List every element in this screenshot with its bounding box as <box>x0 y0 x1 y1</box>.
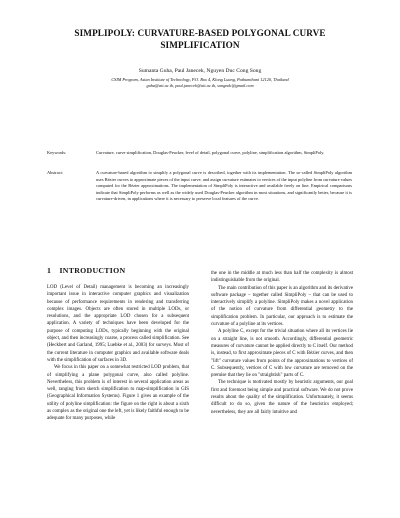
body-paragraph: The technique is motivated mostly by heuristic arguments, our goal first and foremost being simple and practical software. We do not prove results about the quality of the simplification. Unfortunately, it seems difficult to do so, given the nature of the heuristics employed; nevertheless, they are all fairly intuitive and <box>211 380 353 415</box>
section-title: INTRODUCTION <box>59 266 126 275</box>
abstract-label: Abstract: <box>47 170 64 175</box>
author-list: Sumanta Guha, Paul Janecek, Nguyen Duc Cong Song <box>138 68 262 74</box>
keywords-block <box>47 150 352 164</box>
keywords-label: Keywords: <box>47 150 67 155</box>
body-paragraph: The main contribution of this paper is an algorithm and its derivative software package – together called SimpliPoly – that can be used to interactively simplify a polyline. SimpliPoly makes a novel application of the notion of curvature from differential geometry to the simplification problem. In particular, our approach is to estimate the curvature of a polyline at its vertices. <box>211 285 353 328</box>
paper-title-line-2: SIMPLIFICATION <box>160 39 240 50</box>
right-column <box>211 270 353 416</box>
author-emails: guha@ait.ac.th, paul.janecek@ait.ac.th, songndc@gmail.com <box>146 83 254 88</box>
body-paragraph: We focus in this paper on a somewhat restricted LOD problem, that of simplifying a plane polygonal curve, also called polyline. Nevertheless, this problem is of interest in several application areas as well, ranging from sketch simplification to map-simplification in GIS (Geographical Information Systems). Figure 1 gives an example of the utility of polyline simplification: the figure on the right is about a sixth as complex as the original one the left, yet is likely faithful enough to be adequate for many purposes, while <box>47 365 189 422</box>
body-paragraph: the one in the middle at much less than half the complexity is almost indistinguishable from the original. <box>211 271 353 284</box>
left-column <box>47 284 189 423</box>
author-affiliation: CSIM Program, Asian Institute of Technology, P.O. Box 4, Klong Luang, Pathumthani 12120, Thailand <box>111 77 289 82</box>
section-number: 1 <box>47 266 52 275</box>
abstract-text: A curvature-based algorithm to simplify a polygonal curve is described, together with its implementation. The so-called SimpliPoly algorithm uses Bézier curves to approximate pieces of the input curve, and assign curvature estimates to vertices of the input polyline from curvature values computed for the Bézier approximations. The implementation of SimpliPoly is interactive and available freely on line. Empirical comparisons indicate that SimpliPoly performs as well as the widely used Douglas-Peucker algorithm in most situations, and significantly better, because it is curvature-driven, in applications where it is necessary to preserve local features of the curve. <box>96 170 352 202</box>
keywords-text: Curvature, curve simplification, Douglas-Peucker, level of detail, polygonal curve, polyline, simplification algorithm, SimpliPoly. <box>96 150 325 155</box>
paper-title-line-1: SIMPLIPOLY: CURVATURE-BASED POLYGONAL CURVE <box>74 28 326 38</box>
body-paragraph: LOD (Level of Detail) management is becoming an increasingly important issue in interactive computer graphics and visualization because of performance requirements in rendering and transferring complex images. Objects are often stored in multiple LODs, or resolutions, and the appropriate LOD chosen for a subsequent application. A variety of techniques have been developed for the purpose of computing LODs, typically beginning with the original object, and then increasingly coarse, a process called simplification. See (Heckbert and Garland, 1995; Luebke et al., 2003) for surveys. Most of the current literature in computer graphics and available software deals with the simplification of surfaces in 3D. <box>47 285 189 363</box>
section-heading <box>47 266 125 275</box>
body-paragraph: A polyline C, except for the trivial situation where all its vertices lie on a straight line, is not smooth. Accordingly, differential geometric measures of curvature cannot be applied directly to C itself. Our method is, instead, to first approximate pieces of C with Bézier curves, and then "lift" curvature values from points of the approximations to vertices of C. Subsequently, vertices of C with low curvature are removed on the premise that they lie on "straightish" parts of C. <box>211 329 353 379</box>
paper-title <box>30 28 370 51</box>
abstract-block <box>47 170 352 230</box>
